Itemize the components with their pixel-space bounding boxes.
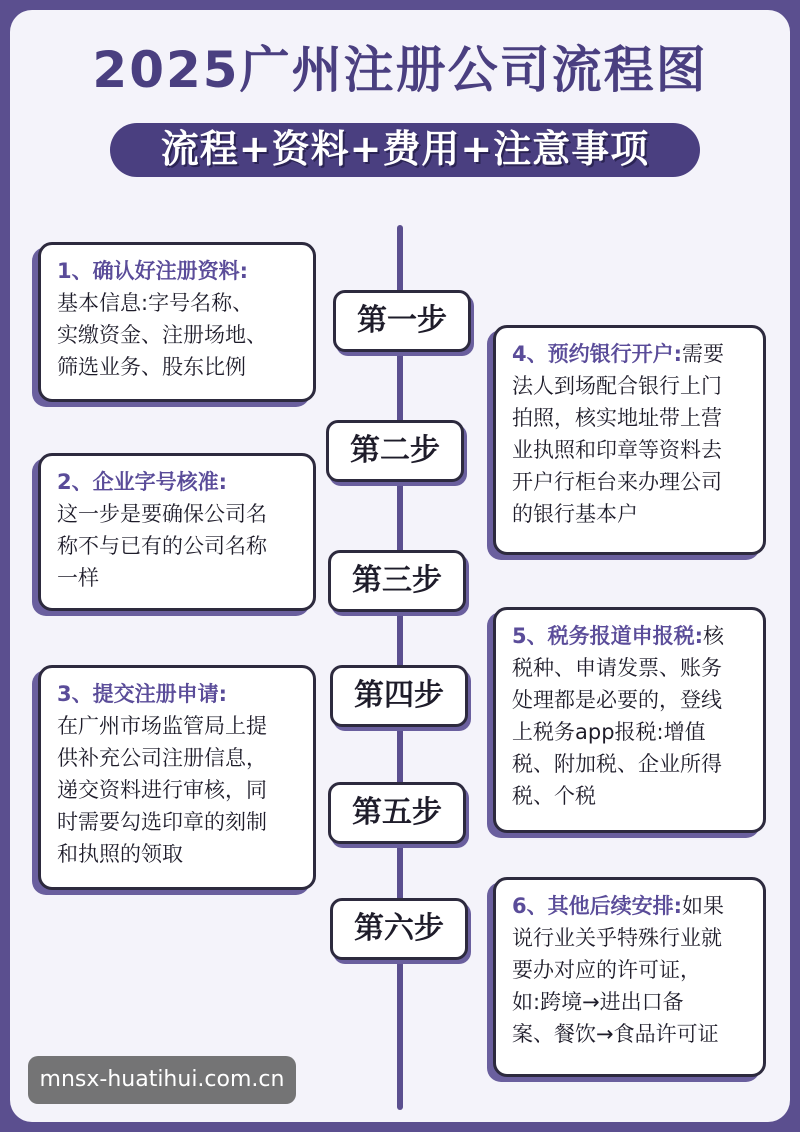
- step-2-label: 第二步: [326, 420, 464, 482]
- card-step-4: [493, 325, 766, 555]
- card-6-content: [512, 890, 749, 1050]
- subtitle: 流程+资料+费用+注意事项: [160, 127, 650, 171]
- card-3-title: 3、提交注册申请:: [57, 682, 228, 706]
- card-6-title: 6、其他后续安排:: [512, 894, 683, 918]
- card-3-body: 在广州市场监管局上提 供补充公司注册信息， 递交资料进行审核，同 时需要勾选印章的刻制 和执照的领取: [57, 714, 267, 866]
- card-1-title: 1、确认好注册资料:: [57, 259, 249, 283]
- step-3-label: 第三步: [328, 550, 466, 612]
- page-title: 2025广州注册公司流程图: [92, 41, 708, 99]
- watermark: mnsx-huatihui.com.cn: [28, 1056, 296, 1104]
- card-5-content: [512, 620, 749, 812]
- card-4-title: 4、预约银行开户:: [512, 342, 683, 366]
- card-4-body: 需要 法人到场配合银行上门 拍照，核实地址带上营 业执照和印章等资料去 开户行柜台来办理公司 的银行基本户: [512, 342, 725, 526]
- card-2-body: 这一步是要确保公司名 称不与已有的公司名称 一样: [57, 502, 267, 590]
- card-5-body: 核 税种、申请发票、账务 处理都是必要的，登线 上税务app报税:增值 税、附加税、企业所得 税、个税: [512, 624, 725, 808]
- card-step-6: [493, 877, 766, 1077]
- step-1-label: 第一步: [333, 290, 471, 352]
- card-2-title: 2、企业字号核准:: [57, 470, 228, 494]
- step-6-label: 第六步: [330, 898, 468, 960]
- card-1-body: 基本信息:字号名称、 实缴资金、注册场地、 筛选业务、股东比例: [57, 291, 267, 379]
- card-step-1: [38, 242, 316, 402]
- card-step-5: [493, 607, 766, 833]
- step-5-label: 第五步: [328, 782, 466, 844]
- card-5-title: 5、税务报道申报税:: [512, 624, 704, 648]
- card-step-2: [38, 453, 316, 611]
- card-step-3: [38, 665, 316, 890]
- step-4-label: 第四步: [330, 665, 468, 727]
- card-4-content: [512, 338, 749, 530]
- card-6-body: 如果 说行业关乎特殊行业就 要办对应的许可证， 如:跨境→进出口备 案、餐饮→食品许可证: [512, 894, 725, 1046]
- flowchart-frame: [10, 10, 790, 1122]
